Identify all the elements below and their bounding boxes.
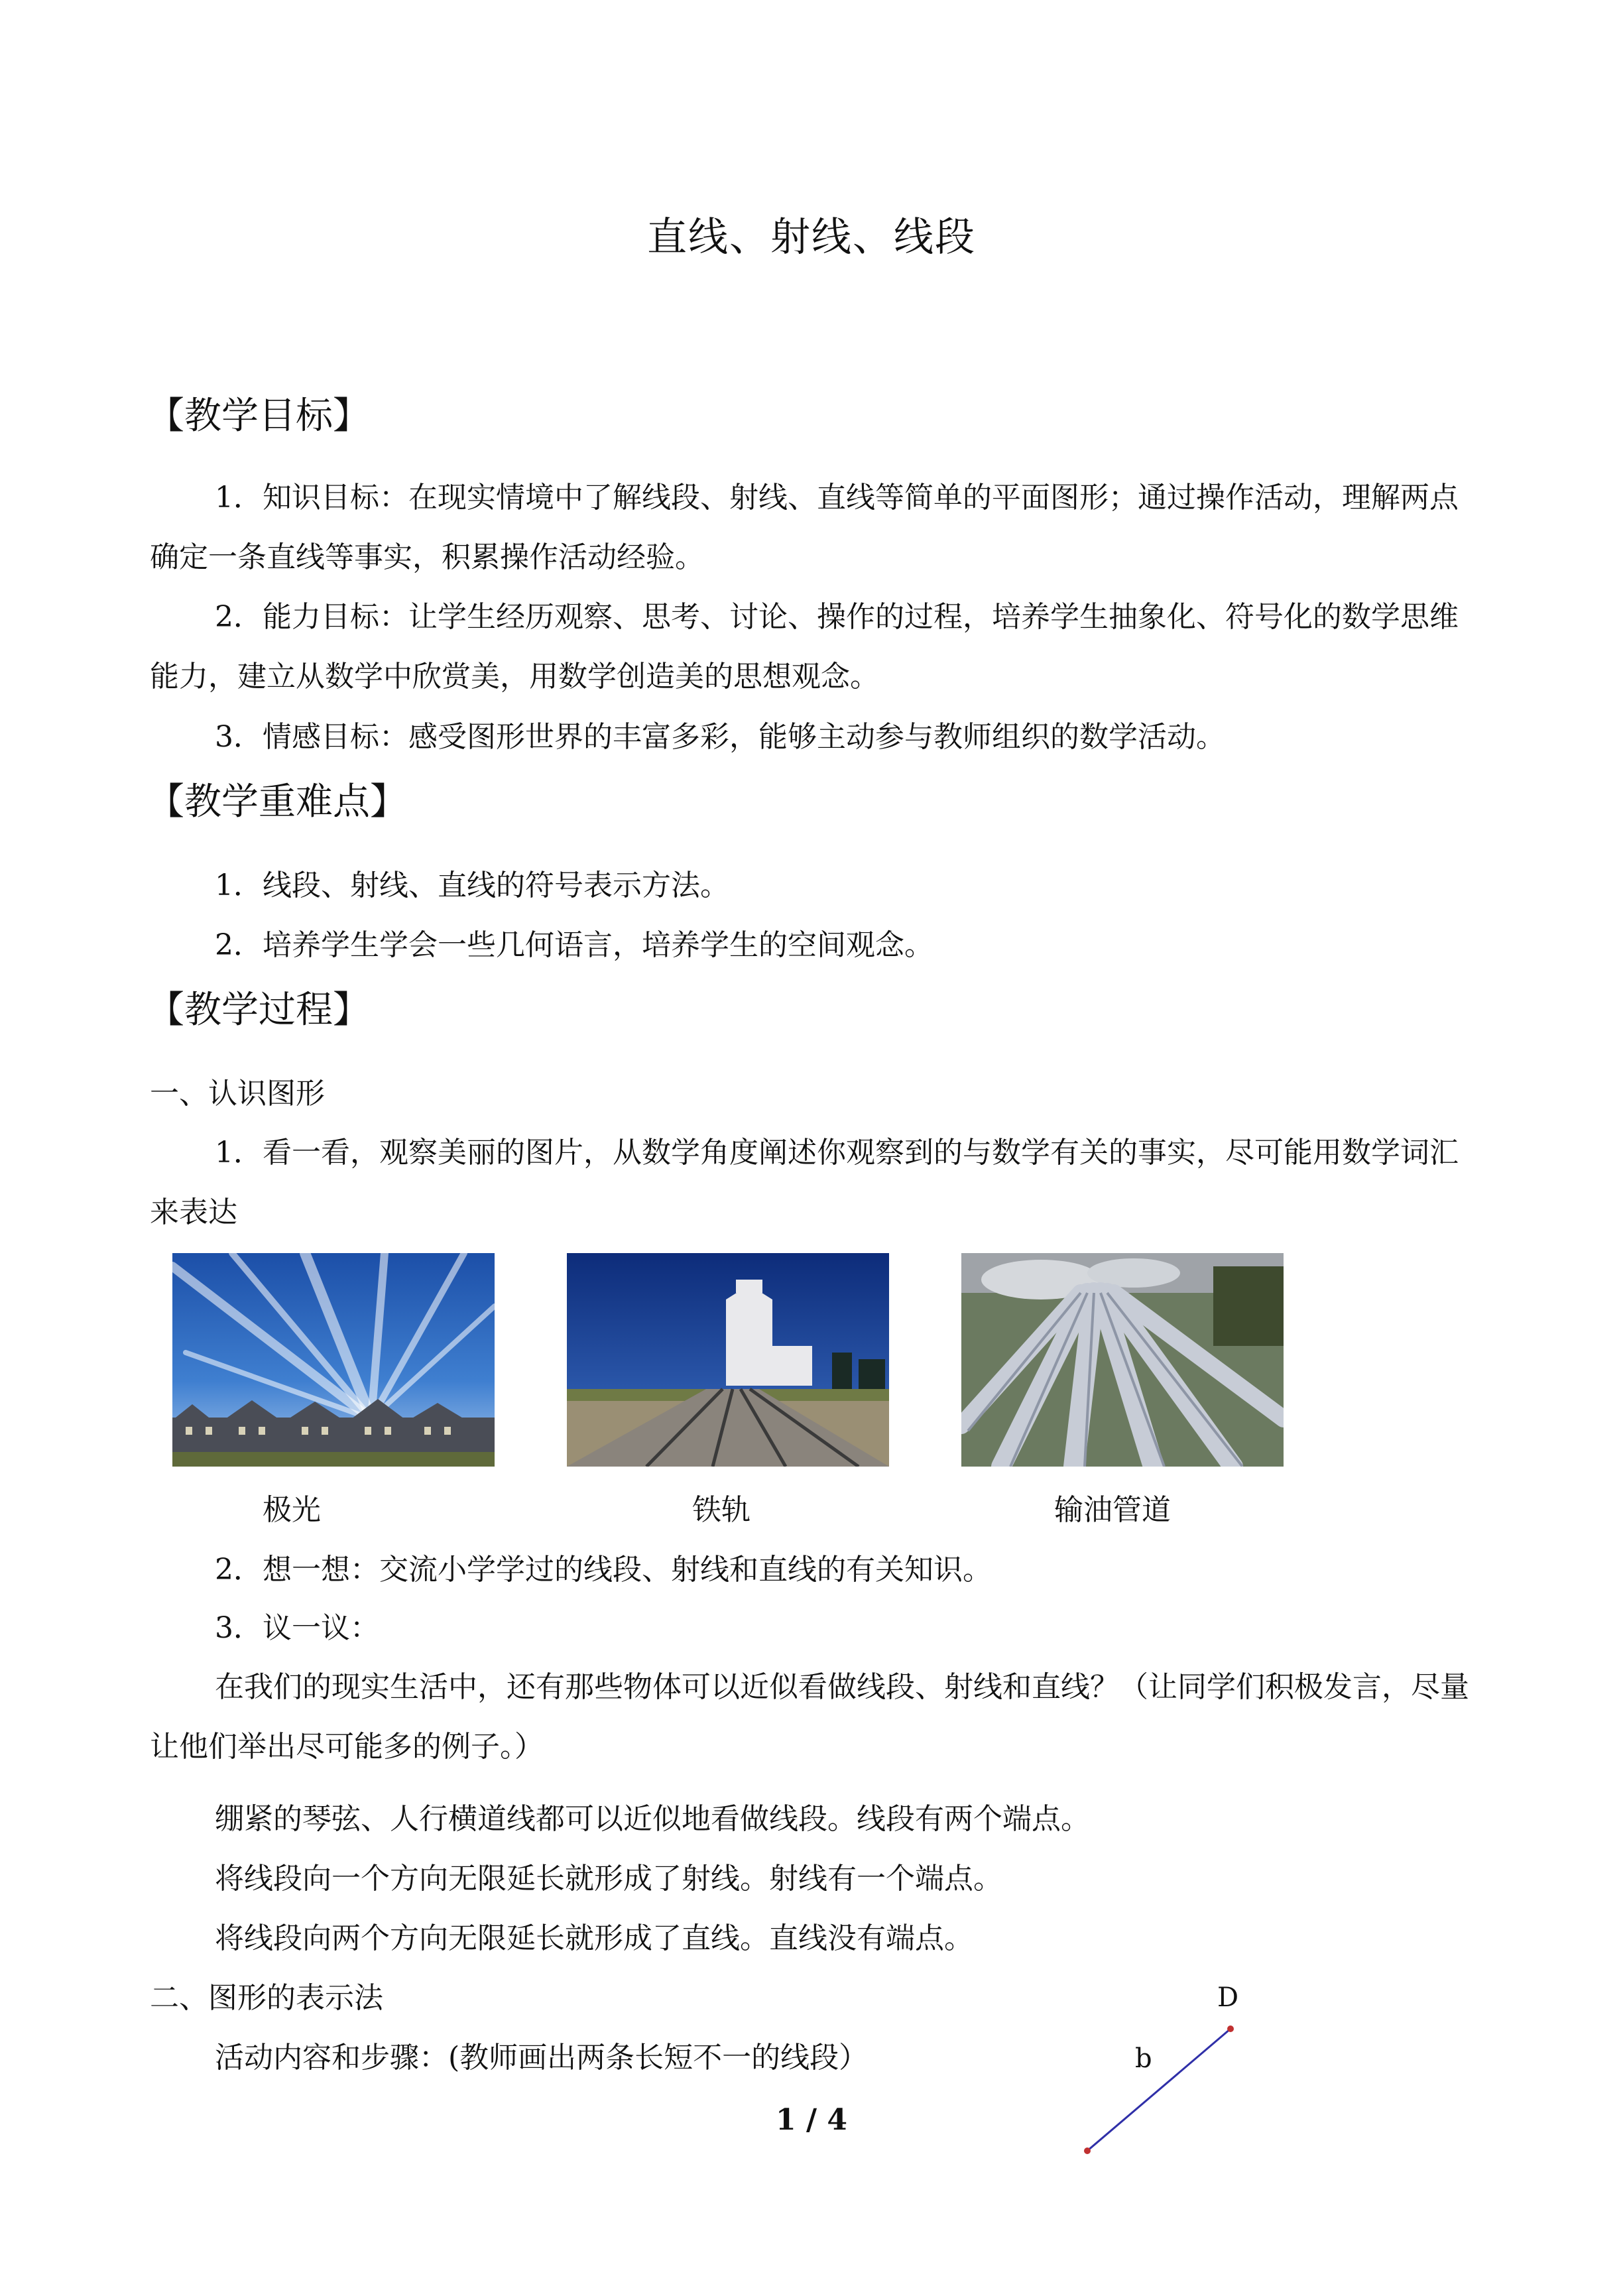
document-title: 直线、射线、线段 — [647, 214, 976, 261]
segment-description: 绷紧的琴弦、人行横道线都可以近似地看做线段。线段有两个端点。 — [215, 1802, 1090, 1836]
section-heading-keypoints: 【教学重难点】 — [147, 780, 407, 823]
step-2-text: 2．想一想：交流小学学过的线段、射线和直线的有关知识。 — [215, 1553, 992, 1587]
goal-item-3: 3．情感目标：感受图形世界的丰富多彩，能够主动参与教师组织的数学活动。 — [215, 720, 1225, 754]
keypoint-item-1: 1．线段、射线、直线的符号表示方法。 — [215, 869, 729, 902]
keypoint-item-2: 2．培养学生学会一些几何语言，培养学生的空间观念。 — [215, 928, 933, 962]
activity-text: 活动内容和步骤：(教师画出两条长短不一的线段） — [215, 2041, 869, 2075]
step-1-text: 1．看一看，观察美丽的图片，从数学角度阐述你观察到的与数学有关的事实，尽可能用数学词汇来表达 — [150, 1136, 1459, 1229]
segment-endpoint-marker — [1084, 2147, 1091, 2154]
caption-aurora: 极光 — [263, 1493, 321, 1527]
point-d-label: D — [1217, 1982, 1239, 2013]
railway-photo — [567, 1253, 889, 1467]
section-heading-goals: 【教学目标】 — [147, 394, 370, 438]
ray-description: 将线段向一个方向无限延长就形成了射线。射线有一个端点。 — [215, 1862, 1002, 1896]
step-3-text: 3．议一议： — [215, 1611, 379, 1645]
segment-b-label: b — [1135, 2043, 1152, 2074]
goal-item-1: 1．知识目标：在现实情境中了解线段、射线、直线等简单的平面图形；通过操作活动，理解两点确定一条直线等事实，积累操作活动经验。 — [150, 481, 1459, 574]
goal-item-2: 2．能力目标：让学生经历观察、思考、讨论、操作的过程，培养学生抽象化、符号化的数学思维能力，建立从数学中欣赏美，用数学创造美的思想观念。 — [150, 600, 1459, 694]
page-number: 1 / 4 — [776, 2103, 847, 2137]
discussion-text: 在我们的现实生活中，还有那些物体可以近似看做线段、射线和直线？（让同学们积极发言，尽量让他们举出尽可能多的例子。） — [150, 1670, 1469, 1764]
pipeline-photo — [961, 1253, 1284, 1467]
caption-pipeline: 输油管道 — [1054, 1493, 1171, 1527]
section-heading-process: 【教学过程】 — [147, 989, 370, 1032]
part2-heading: 二、图形的表示法 — [150, 1981, 383, 2015]
caption-railway: 铁轨 — [692, 1493, 751, 1527]
aurora-photo — [172, 1253, 495, 1467]
part1-heading: 一、认识图形 — [150, 1077, 325, 1111]
line-description: 将线段向两个方向无限延长就形成了直线。直线没有端点。 — [215, 1921, 973, 1955]
segment-figure — [1061, 1976, 1260, 2175]
point-d-marker — [1227, 2025, 1234, 2032]
